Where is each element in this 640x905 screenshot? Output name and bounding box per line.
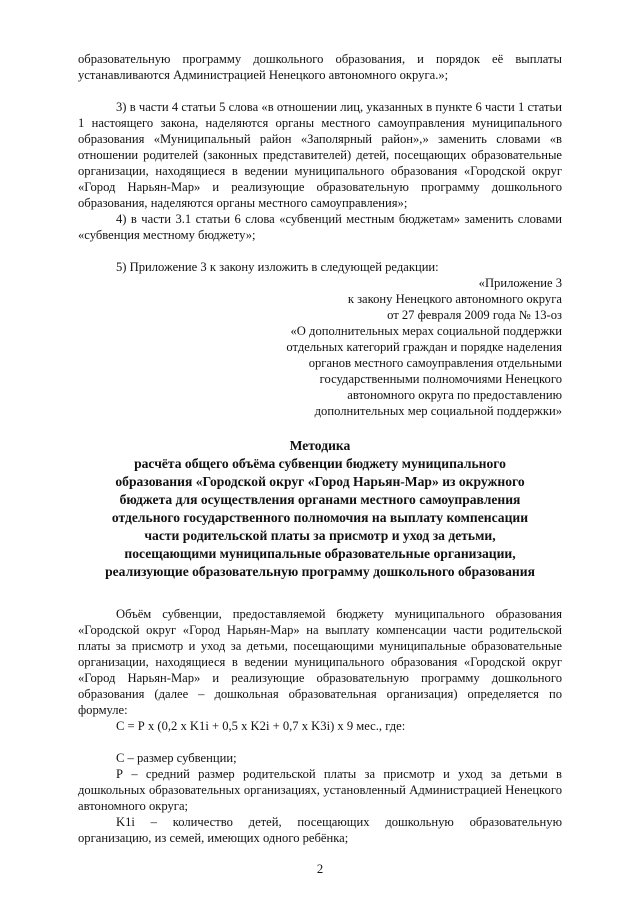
definition-p: Р – средний размер родительской платы за присмотр и уход за детьми в дошкольных образовательных организациях, установленный Администрацией Ненецкого автономного округа; (78, 767, 562, 813)
appendix-line: автономного округа по предоставлению (347, 388, 562, 402)
title-line: реализующие образовательную программу дошкольного образования (105, 564, 535, 579)
methodology-title (78, 437, 562, 581)
definition-k1: K1i – количество детей, посещающих дошкольную образовательную организацию, из семей, имеющих одного ребёнка; (78, 815, 562, 845)
paragraph-intro: образовательную программу дошкольного образования, и порядок её выплаты устанавливаются Администрацией Ненецкого автономного округа.»; (78, 52, 562, 82)
appendix-line: отдельных категорий граждан и порядке наделения (286, 340, 562, 354)
paragraph-volume: Объём субвенции, предоставляемой бюджету муниципального образования «Городской округ «Город Нарьян-Мар» на выплату компенсации части родительской платы за присмотр и уход за детьми, посещающими муниципальные образовательные организации, находящиеся в ведении муниципального образования «Городской округ «Город Нарьян-Мар» и реализующие образовательную программу дошкольного образования (далее – дошкольная образовательная организация) определяется по формуле: (78, 607, 562, 717)
appendix-header (262, 275, 562, 419)
title-line: части родительской платы за присмотр и уход за детьми, (144, 528, 496, 543)
appendix-line: дополнительных мер социальной поддержки» (314, 404, 562, 418)
paragraph-item-5: 5) Приложение 3 к закону изложить в следующей редакции: (116, 260, 439, 274)
definition-c: С – размер субвенции; (116, 751, 237, 765)
appendix-line: к закону Ненецкого автономного округа (347, 292, 562, 306)
page-number: 2 (316, 862, 324, 876)
appendix-line: органов местного самоуправления отдельными (308, 356, 562, 370)
title-line: бюджета для осуществления органами местного самоуправления (119, 492, 521, 507)
formula: С = Р х (0,2 х K1i + 0,5 х K2i + 0,7 х K3i) х 9 мес., где: (116, 719, 406, 733)
title-line: Методика (289, 438, 351, 453)
appendix-line: «О дополнительных мерах социальной поддержки (290, 324, 562, 338)
title-line: отдельного государственного полномочия на выплату компенсации (111, 510, 529, 525)
title-line: образования «Городской округ «Город Нарьян-Мар» из окружного (115, 474, 525, 489)
appendix-line: «Приложение 3 (478, 276, 562, 290)
appendix-line: от 27 февраля 2009 года № 13-оз (387, 308, 562, 322)
paragraph-item-3: 3) в части 4 статьи 5 слова «в отношении лиц, указанных в пункте 6 части 1 статьи 1 настоящего закона, наделяются органы местного самоуправления муниципального образования «Муниципальный район «Заполярный район»,» заменить словами «в отношении родителей (законных представителей) детей, посещающих образовательные организации, находящиеся в ведении муниципального образования «Городской округ «Город Нарьян-Мар» и реализующие образовательную программу дошкольного образования, наделяются органы местного самоуправления»; (78, 100, 562, 210)
title-line: посещающими муниципальные образовательные организации, (124, 546, 516, 561)
appendix-line: государственными полномочиями Ненецкого (319, 372, 562, 386)
paragraph-item-4: 4) в части 3.1 статьи 6 слова «субвенций местным бюджетам» заменить словами «субвенция местному бюджету»; (78, 212, 562, 242)
title-line: расчёта общего объёма субвенции бюджету муниципального (134, 456, 506, 471)
